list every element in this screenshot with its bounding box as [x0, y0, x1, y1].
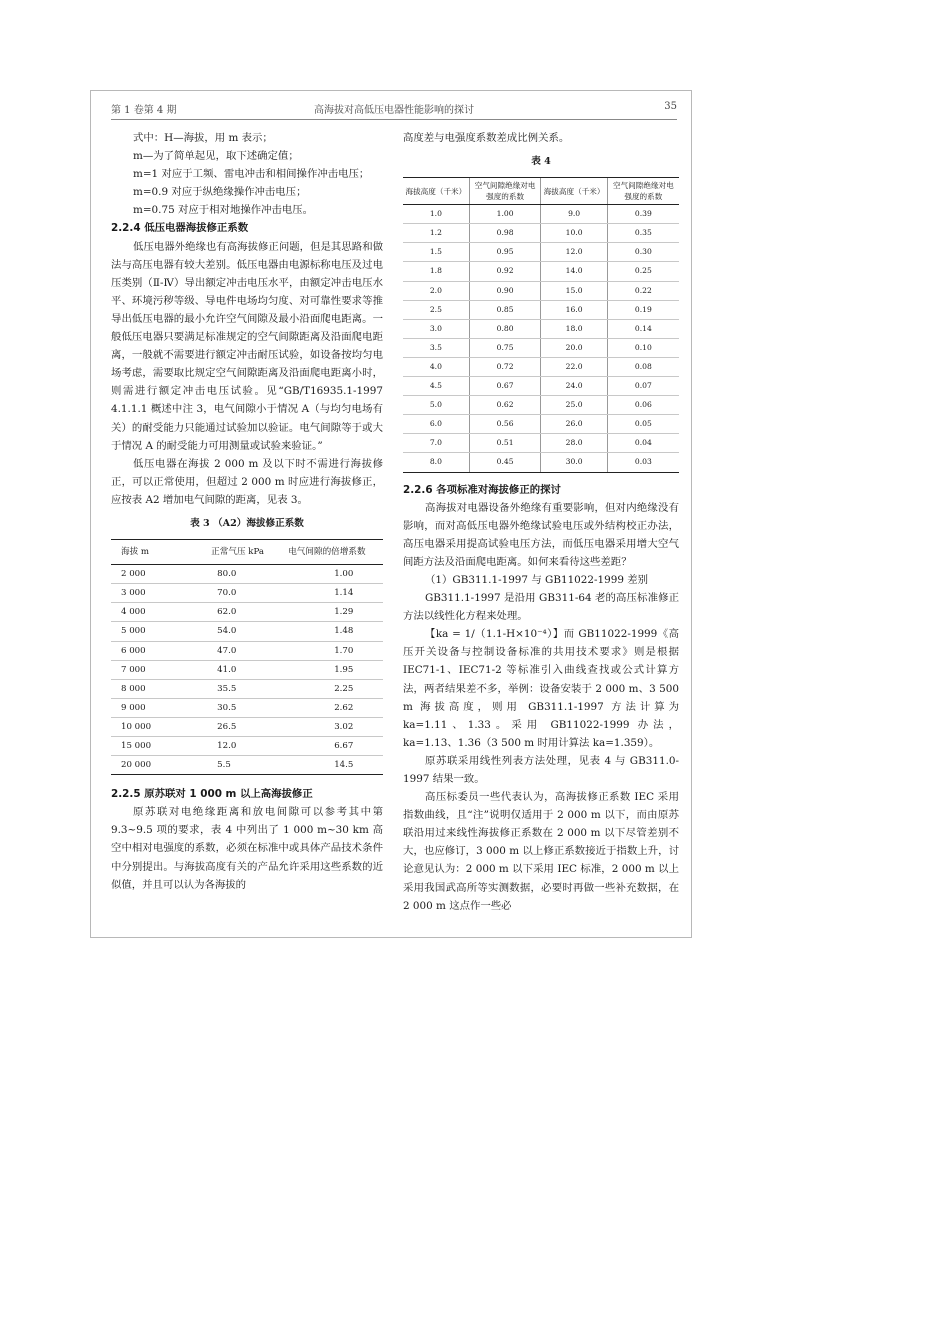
- table-cell: 1.48: [274, 622, 383, 641]
- table-row: [111, 679, 383, 698]
- table-row: [403, 243, 679, 262]
- table-cell: 2.62: [274, 698, 383, 717]
- page-number: 35: [664, 101, 677, 112]
- table-cell: 0.67: [469, 377, 541, 396]
- table-cell: 62.0: [187, 603, 274, 622]
- table-cell: 0.04: [607, 434, 679, 453]
- table-cell: 0.08: [607, 357, 679, 376]
- table-cell: 47.0: [187, 641, 274, 660]
- table-cell: 10.0: [541, 224, 607, 243]
- running-header: [111, 101, 677, 117]
- table-cell: 1.00: [469, 205, 541, 224]
- table-cell: 14.5: [274, 756, 383, 775]
- table-cell: 0.03: [607, 453, 679, 472]
- table-header-cell: 海拔高度（千米）: [403, 178, 469, 205]
- table-cell: 18.0: [541, 319, 607, 338]
- table-cell: 6.0: [403, 415, 469, 434]
- table-cell: 22.0: [541, 357, 607, 376]
- table-cell: 0.06: [607, 396, 679, 415]
- table-cell: 0.95: [469, 243, 541, 262]
- table-cell: 0.80: [469, 319, 541, 338]
- table3-caption: 表 3 （A2）海拔修正系数: [190, 517, 304, 529]
- body-paragraph: 原苏联采用线性列表方法处理，见表 4 与 GB311.0-1997 结果一致。: [403, 754, 679, 785]
- header-rule: [111, 119, 677, 120]
- table4-caption: 表 4: [531, 156, 551, 168]
- table-row: [111, 737, 383, 756]
- table-cell: 0.14: [607, 319, 679, 338]
- body-paragraph: 高压标委员一些代表认为，高海拔修正系数 IEC 采用指数曲线，且“注”说明仅适用于 2 000 m 以下，而由原苏联沿用过来线性海拔修正系数在 2 000 m 以下尽管差别不大，也应修订，3 000 m 以上修正系数接近于指数上升，讨论意见认为：2 000 m 以下采用 IEC 标准，2 000 m 以上采用我国武高所等实测数据，必要时再做一些补充数据，在 2 000 m 这点作一些必: [403, 791, 679, 912]
- table-header-cell: 海拔高度（千米）: [541, 178, 607, 205]
- table-cell: 9 000: [111, 698, 187, 717]
- subsection-label: （1）GB311.1-1997 与 GB11022-1999 差别: [425, 573, 649, 586]
- table-cell: 20 000: [111, 756, 187, 775]
- table-row: [111, 698, 383, 717]
- table-cell: 3 000: [111, 584, 187, 603]
- table-cell: 4 000: [111, 603, 187, 622]
- table-cell: 25.0: [541, 396, 607, 415]
- table-cell: 35.5: [187, 679, 274, 698]
- table-header-cell: 空气间隙绝缘对电强度的系数: [607, 178, 679, 205]
- section-heading-2-2-5: 2.2.5 原苏联对 1 000 m 以上高海拔修正: [111, 788, 313, 801]
- table-cell: 2.5: [403, 300, 469, 319]
- table3: [111, 539, 383, 775]
- table-row: [403, 338, 679, 357]
- table-cell: 4.5: [403, 377, 469, 396]
- table-cell: 6 000: [111, 641, 187, 660]
- table-row: [111, 565, 383, 584]
- table-cell: 70.0: [187, 584, 274, 603]
- table-cell: 0.45: [469, 453, 541, 472]
- table-cell: 0.92: [469, 262, 541, 281]
- table-row: [111, 622, 383, 641]
- table-cell: 80.0: [187, 565, 274, 584]
- table-cell: 24.0: [541, 377, 607, 396]
- table-header-cell: 电气间隙的倍增系数: [274, 540, 383, 565]
- table-cell: 7.0: [403, 434, 469, 453]
- table-cell: 0.56: [469, 415, 541, 434]
- table-cell: 41.0: [187, 660, 274, 679]
- table-row: [111, 584, 383, 603]
- table-row: [403, 262, 679, 281]
- table-cell: 0.25: [607, 262, 679, 281]
- table-cell: 0.98: [469, 224, 541, 243]
- table-cell: 2 000: [111, 565, 187, 584]
- table-cell: 0.72: [469, 357, 541, 376]
- table4: [403, 177, 679, 472]
- right-column: [403, 129, 679, 915]
- table-cell: 2.0: [403, 281, 469, 300]
- body-paragraph: 原苏联对电绝缘距离和放电间隙可以参考其中第 9.3~9.5 项的要求，表 4 中列出了 1 000 m~30 km 高空中相对电强度的系数，必须在标准中或具体产品技术条件中分别提出。与海拔高度有关的产品允许采用这些系数的近似值，并且可以认为各海拔的: [111, 806, 383, 891]
- table-cell: 1.00: [274, 565, 383, 584]
- section-heading-2-2-4: 2.2.4 低压电器海拔修正系数: [111, 222, 249, 235]
- article-title: 高海拔对高低压电器性能影响的探讨: [314, 105, 474, 116]
- body-paragraph: 【ka = 1/（1.1-H×10⁻⁴）】而 GB11022-1999《高压开关设备与控制设备标准的共用技术要求》则是根据 IEC71-1、IEC71-2 等标准引入曲线查找或公式计算方法，两者结果差不多，举例：设备安装于 2 000 m、3 500 m 海拔高度，则用 GB311.1-1997 方法计算为 ka=1.11、1.33。采用 GB11022-1999 办法，ka=1.13、1.36（3 500 m 时用计算法 ka=1.359）。: [403, 628, 679, 749]
- formula-note: m=0.75 对应于相对地操作冲击电压。: [133, 204, 314, 217]
- table-cell: 6.67: [274, 737, 383, 756]
- table-row: [111, 717, 383, 736]
- section-heading-2-2-6: 2.2.6 各项标准对海拔修正的探讨: [403, 483, 561, 496]
- table-cell: 0.22: [607, 281, 679, 300]
- table-cell: 8.0: [403, 453, 469, 472]
- table-cell: 1.29: [274, 603, 383, 622]
- table-cell: 0.90: [469, 281, 541, 300]
- table-cell: 54.0: [187, 622, 274, 641]
- table-cell: 1.95: [274, 660, 383, 679]
- table-cell: 0.07: [607, 377, 679, 396]
- table-cell: 7 000: [111, 660, 187, 679]
- table-cell: 12.0: [187, 737, 274, 756]
- table-cell: 20.0: [541, 338, 607, 357]
- table-cell: 15.0: [541, 281, 607, 300]
- table-cell: 3.0: [403, 319, 469, 338]
- body-paragraph: 高度差与电强度系数差成比例关系。: [403, 132, 570, 144]
- body-paragraph: 低压电器在海拔 2 000 m 及以下时不需进行海拔修正，可以正常使用，但超过 2 000 m 时应进行海拔修正，应按表 A2 增加电气间隙的距离，见表 3。: [111, 457, 383, 506]
- body-paragraph: GB311.1-1997 是沿用 GB311-64 老的高压标准修正方法以线性化方程来处理。: [403, 592, 679, 623]
- table-cell: 1.2: [403, 224, 469, 243]
- table-cell: 0.51: [469, 434, 541, 453]
- table-row: [403, 434, 679, 453]
- body-paragraph: 高海拔对电器设备外绝缘有重要影响，但对内绝缘没有影响，而对高低压电器外绝缘试验电压或外结构校正办法，高压电器采用提高试验电压方法，而低压电器采用增大空气间距方法及沿面爬电距离。如何来看待这些差距？: [403, 501, 679, 568]
- table-row: [403, 415, 679, 434]
- formula-note: m=0.9 对应于纵绝缘操作冲击电压；: [133, 186, 307, 199]
- table-header-cell: 空气间隙绝缘对电强度的系数: [469, 178, 541, 205]
- table-cell: 8 000: [111, 679, 187, 698]
- table-cell: 1.5: [403, 243, 469, 262]
- journal-page: [90, 90, 692, 938]
- table-row: [403, 396, 679, 415]
- table-row: [111, 660, 383, 679]
- formula-note: m=1 对应于工频、雷电冲击和相间操作冲击电压；: [133, 168, 370, 181]
- table-cell: 0.35: [607, 224, 679, 243]
- formula-note: 式中：H—海拔，用 m 表示；: [133, 132, 273, 144]
- table-row: [403, 224, 679, 243]
- table-cell: 28.0: [541, 434, 607, 453]
- table-row: [111, 641, 383, 660]
- table-cell: 14.0: [541, 262, 607, 281]
- table-header-cell: 海拔 m: [111, 540, 187, 565]
- table-row: [403, 205, 679, 224]
- table-cell: 5 000: [111, 622, 187, 641]
- table-row: [403, 453, 679, 472]
- table-cell: 0.85: [469, 300, 541, 319]
- table-row: [403, 377, 679, 396]
- table-cell: 0.62: [469, 396, 541, 415]
- table-cell: 26.5: [187, 717, 274, 736]
- table-cell: 0.19: [607, 300, 679, 319]
- table-row: [403, 281, 679, 300]
- table-row: [403, 319, 679, 338]
- table-cell: 30.5: [187, 698, 274, 717]
- table-cell: 0.10: [607, 338, 679, 357]
- table-cell: 0.75: [469, 338, 541, 357]
- table-cell: 1.70: [274, 641, 383, 660]
- table-cell: 0.30: [607, 243, 679, 262]
- table-cell: 2.25: [274, 679, 383, 698]
- table-cell: 3.02: [274, 717, 383, 736]
- table-row: [111, 603, 383, 622]
- table-cell: 9.0: [541, 205, 607, 224]
- table-cell: 1.14: [274, 584, 383, 603]
- left-column: [111, 129, 383, 894]
- table-header-cell: 正常气压 kPa: [187, 540, 274, 565]
- table-cell: 15 000: [111, 737, 187, 756]
- body-paragraph: 低压电器外绝缘也有高海拔修正问题，但是其思路和做法与高压电器有较大差别。低压电器由电源标称电压及过电压类别（Ⅱ-Ⅳ）导出额定冲击电压水平，由额定冲击电压水平、环境污秽等级、导电件电场均匀度、对可靠性要求等推导出低压电器的最小允许空气间隙及最小沿面爬电距离。一般低压电器只要满足标准规定的空气间隙距离及沿面爬电距离，一般就不需要进行额定冲击耐压试验，如设备按均匀电场考虑，需要取比规定空气间隙距离及沿面爬电距离小时，则需进行额定冲击电压试验。见“GB/T16935.1-1997 4.1.1.1 概述中注 3，电气间隙小于情况 A（与均匀电场有关）的耐受能力只能通过试验加以验证。电气间隙等于或大于情况 A 的耐受能力可用测量或试验来验证。”: [111, 240, 383, 452]
- table-cell: 0.39: [607, 205, 679, 224]
- table-cell: 26.0: [541, 415, 607, 434]
- table-row: [403, 300, 679, 319]
- table-row: [403, 357, 679, 376]
- table-cell: 5.5: [187, 756, 274, 775]
- table-cell: 1.8: [403, 262, 469, 281]
- table-cell: 4.0: [403, 357, 469, 376]
- table-cell: 0.05: [607, 415, 679, 434]
- table-cell: 30.0: [541, 453, 607, 472]
- issue-label: 第 1 卷第 4 期: [111, 105, 177, 116]
- formula-note: m—为了简单起见，取下述确定值；: [133, 150, 299, 163]
- table-cell: 10 000: [111, 717, 187, 736]
- table-cell: 16.0: [541, 300, 607, 319]
- table-cell: 5.0: [403, 396, 469, 415]
- table-cell: 12.0: [541, 243, 607, 262]
- table-cell: 1.0: [403, 205, 469, 224]
- table-row: [111, 756, 383, 775]
- table-cell: 3.5: [403, 338, 469, 357]
